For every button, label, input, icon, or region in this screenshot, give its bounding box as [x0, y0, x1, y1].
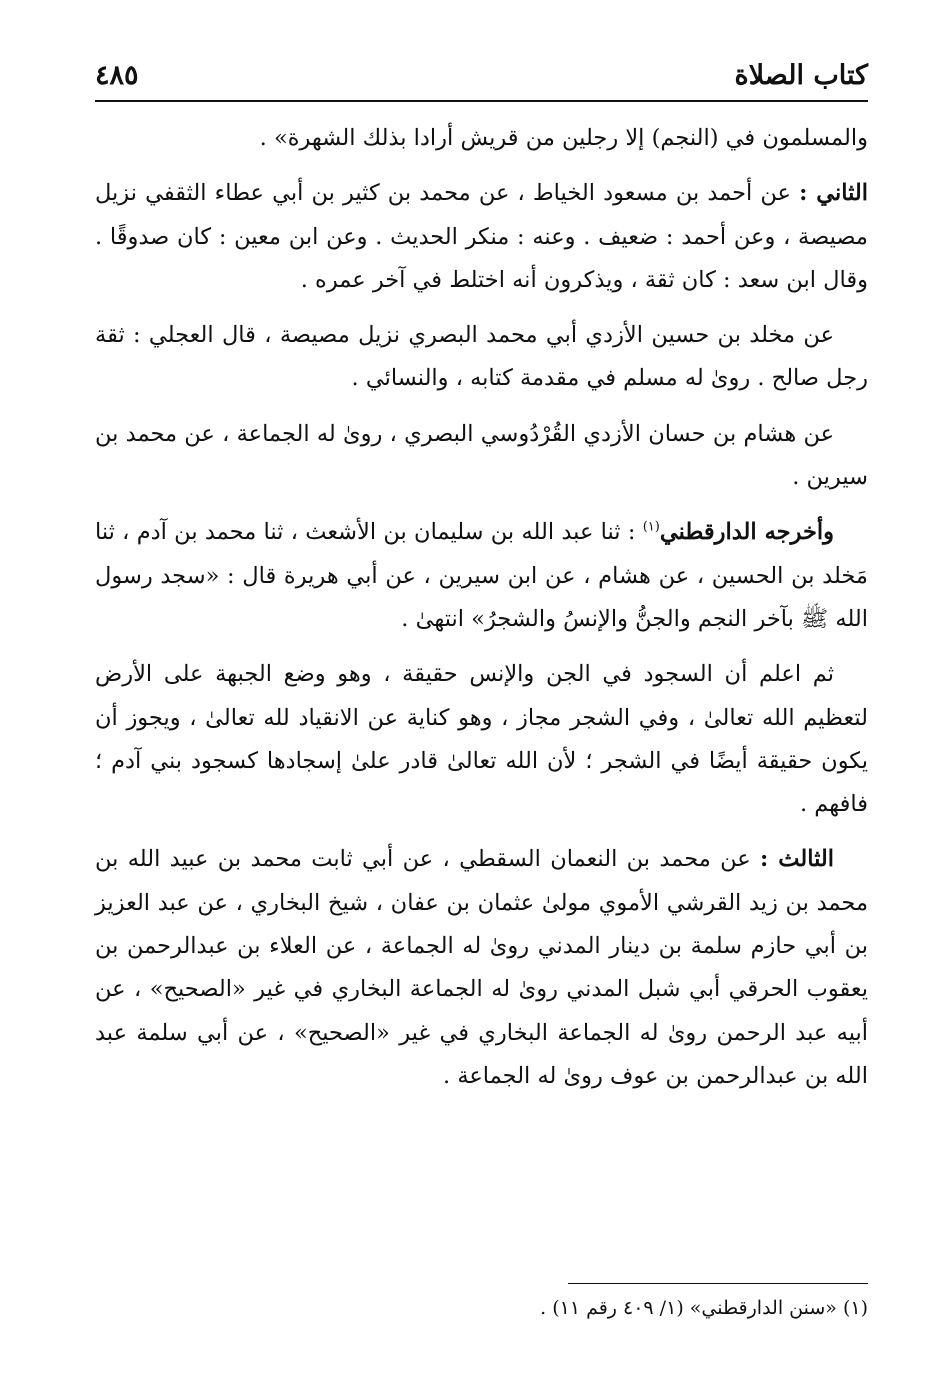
paragraph-text: : ثنا عبد الله بن سليمان بن الأشعث ، ثنا محمد بن آدم ، ثنا مَخلد بن الحسين ، عن هشام ، عن ابن سيرين ، عن أبي هريرة قال : «سجد رسول الله ﷺ بآخر النجم والجنُّ والإنسُ والشجرُ» انتهىٰ . [95, 519, 868, 632]
paragraph-text: والمسلمون في (النجم) إلا رجلين من قريش أرادا بذلك الشهرة» . [259, 125, 868, 151]
paragraph-lead: الثالث : [759, 846, 834, 873]
page-header [95, 52, 868, 102]
paragraph-text: عن محمد بن النعمان السقطي ، عن أبي ثابت محمد بن عبيد الله بن محمد بن زيد القرشي الأموي مولىٰ عثمان بن عفان ، شيخ البخاري ، عن عبد العزيز بن أبي حازم سلمة بن دينار المدني روىٰ له الجماعة ، عن العلاء بن عبدالرحمن بن يعقوب الحرقي أبي شبل المدني روىٰ له الجماعة البخاري في غير «الصحيح» ، عن أبيه عبد الرحمن روىٰ له الجماعة البخاري في غير «الصحيح» ، عن أبي سلمة عبد الله بن عبدالرحمن بن عوف روىٰ له الجماعة . [95, 846, 868, 1089]
footnote-reference[interactable]: (١) [642, 519, 660, 535]
paragraph-second-narration [95, 172, 868, 302]
paragraph-lead: الثاني : [799, 180, 868, 207]
paragraph-makhlad [95, 314, 868, 401]
paragraph-daraqutni [95, 511, 868, 641]
paragraph-sujud [95, 653, 868, 826]
page-number: ٤٨٥ [95, 60, 139, 91]
paragraph-text: عن أحمد بن مسعود الخياط ، عن محمد بن كثير بن أبي عطاء الثقفي نزيل مصيصة ، وعن أحمد : ضعيف . وعنه : منكر الحديث . وعن ابن معين : كان صدوقًا . وقال ابن سعد : كان ثقة ، ويذكرون أنه اختلط في آخر عمره . [95, 180, 868, 293]
paragraph-text: عن مخلد بن حسين الأزدي أبي محمد البصري نزيل مصيصة ، قال العجلي : ثقة رجل صالح . روىٰ له مسلم في مقدمة كتابه ، والنسائي . [95, 322, 868, 392]
paragraph-continuation [95, 117, 868, 160]
page-body [95, 117, 868, 1110]
paragraph-text: عن هشام بن حسان الأزدي القُرْدُوسي البصري ، روىٰ له الجماعة ، عن محمد بن سيرين . [95, 420, 868, 491]
paragraph-lead: وأخرجه الدارقطني [659, 519, 834, 546]
footnote: (١) «سنن الدارقطني» (١/ ٤٠٩ رقم ١١) . [540, 1297, 868, 1319]
footnote-divider [568, 1283, 868, 1284]
paragraph-hisham [95, 413, 868, 500]
running-title: كتاب الصلاة [734, 60, 868, 91]
paragraph-text: ثم اعلم أن السجود في الجن والإنس حقيقة ، وهو وضع الجبهة على الأرض لتعظيم الله تعالىٰ ، وفي الشجر مجاز ، وهو كناية عن الانقياد لله تعالىٰ ، ويجوز أن يكون حقيقة أيضًا في الشجر ؛ لأن الله تعالىٰ قادر علىٰ إسجادها كسجود بني آدم ؛ فافهم . [95, 661, 868, 818]
paragraph-third-narration [95, 838, 868, 1098]
